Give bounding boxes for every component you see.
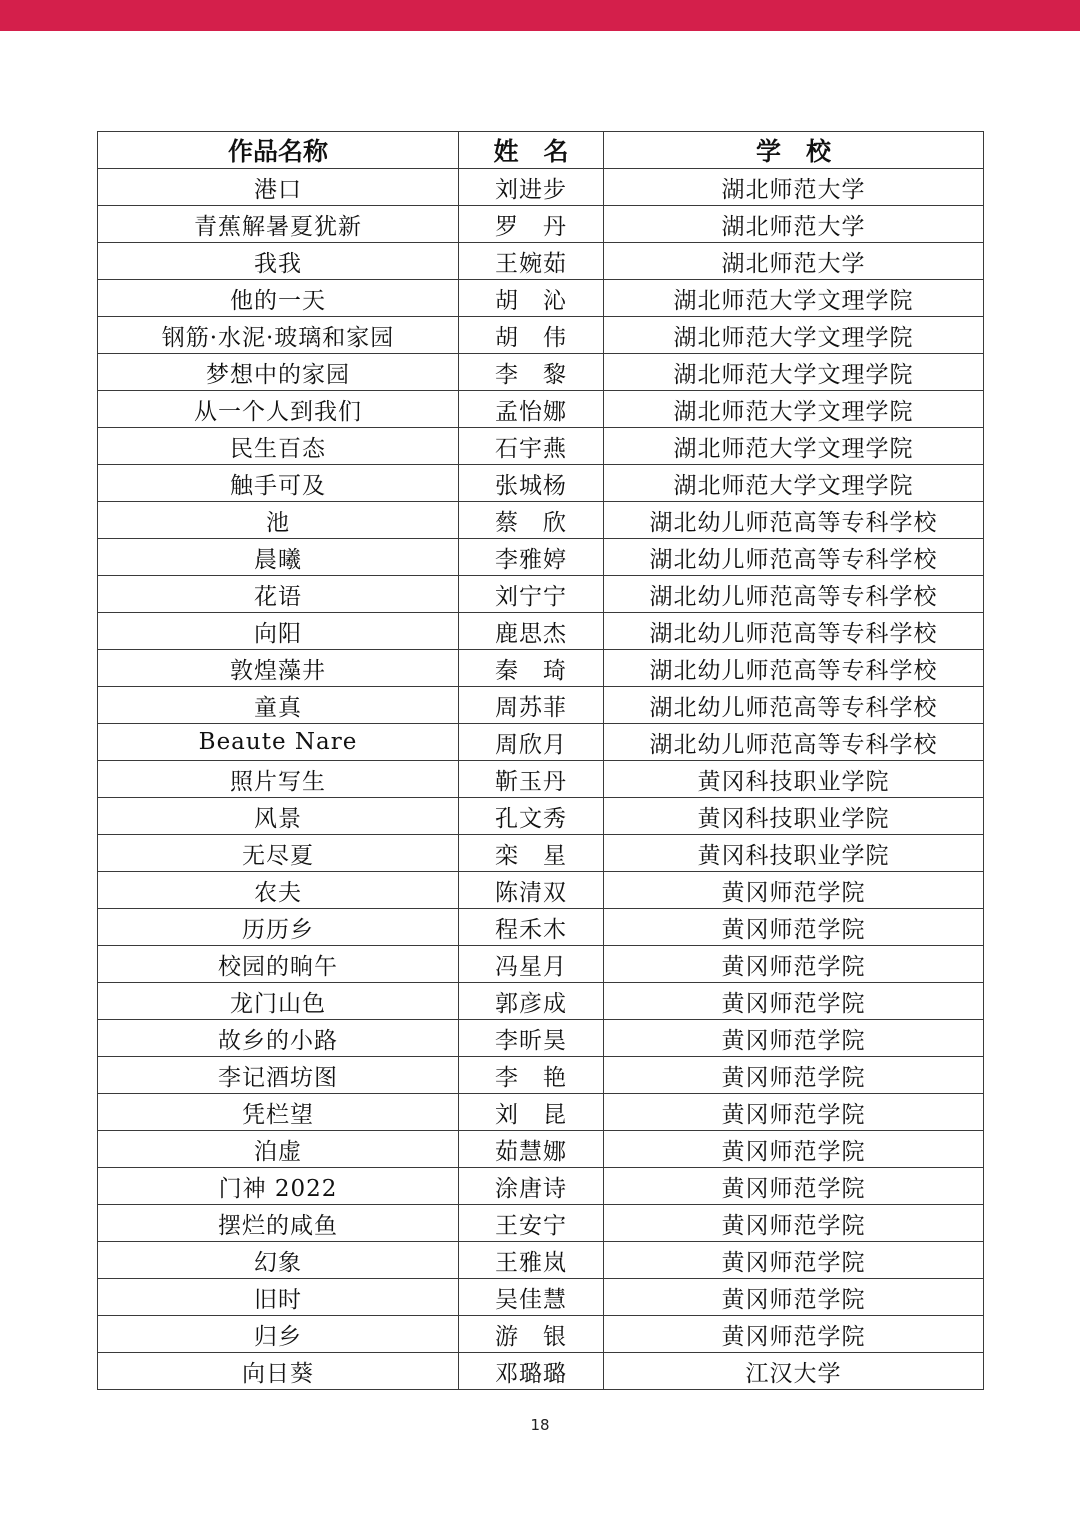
cell-work-title: 触手可及 — [98, 465, 459, 502]
cell-name: 蔡 欣 — [459, 502, 604, 539]
table-row — [98, 798, 984, 835]
cell-work-title: 风景 — [98, 798, 459, 835]
cell-work-title: 青蕉解暑夏犹新 — [98, 206, 459, 243]
cell-work-title: 花语 — [98, 576, 459, 613]
table-row — [98, 465, 984, 502]
cell-work-title: 李记酒坊图 — [98, 1057, 459, 1094]
cell-school: 湖北师范大学 — [604, 243, 984, 280]
cell-name: 陈清双 — [459, 872, 604, 909]
cell-name: 张城杨 — [459, 465, 604, 502]
cell-name: 刘 昆 — [459, 1094, 604, 1131]
award-list-table-container — [97, 131, 983, 1390]
cell-work-title: 校园的晌午 — [98, 946, 459, 983]
cell-work-title: 晨曦 — [98, 539, 459, 576]
table-row — [98, 687, 984, 724]
table-row — [98, 1242, 984, 1279]
cell-school: 湖北师范大学 — [604, 169, 984, 206]
cell-name: 胡 沁 — [459, 280, 604, 317]
header-name: 姓 名 — [459, 132, 604, 169]
cell-school: 黄冈师范学院 — [604, 1020, 984, 1057]
cell-school: 黄冈师范学院 — [604, 1205, 984, 1242]
cell-name: 秦 琦 — [459, 650, 604, 687]
cell-school: 黄冈师范学院 — [604, 1094, 984, 1131]
cell-work-title: 钢筋·水泥·玻璃和家园 — [98, 317, 459, 354]
cell-work-title: 民生百态 — [98, 428, 459, 465]
cell-school: 湖北幼儿师范高等专科学校 — [604, 576, 984, 613]
cell-name: 邓璐璐 — [459, 1353, 604, 1390]
table-row — [98, 872, 984, 909]
cell-name: 周苏菲 — [459, 687, 604, 724]
cell-school: 黄冈师范学院 — [604, 1279, 984, 1316]
cell-school: 湖北幼儿师范高等专科学校 — [604, 502, 984, 539]
cell-name: 罗 丹 — [459, 206, 604, 243]
cell-name: 靳玉丹 — [459, 761, 604, 798]
cell-work-title: 无尽夏 — [98, 835, 459, 872]
cell-school: 黄冈师范学院 — [604, 1242, 984, 1279]
cell-school: 黄冈师范学院 — [604, 1316, 984, 1353]
cell-work-title: 港口 — [98, 169, 459, 206]
cell-work-title: Beaute Nare — [98, 724, 459, 761]
cell-school: 黄冈师范学院 — [604, 872, 984, 909]
cell-work-title: 向日葵 — [98, 1353, 459, 1390]
table-row — [98, 909, 984, 946]
cell-school: 湖北师范大学文理学院 — [604, 428, 984, 465]
cell-work-title: 摆烂的咸鱼 — [98, 1205, 459, 1242]
cell-work-title: 池 — [98, 502, 459, 539]
page-number: 18 — [530, 1416, 550, 1434]
cell-work-title: 归乡 — [98, 1316, 459, 1353]
table-row — [98, 983, 984, 1020]
table-row — [98, 576, 984, 613]
cell-school: 黄冈师范学院 — [604, 1057, 984, 1094]
table-row — [98, 280, 984, 317]
cell-work-title: 从一个人到我们 — [98, 391, 459, 428]
cell-work-title: 照片写生 — [98, 761, 459, 798]
cell-work-title: 龙门山色 — [98, 983, 459, 1020]
cell-name: 李 艳 — [459, 1057, 604, 1094]
table-row — [98, 761, 984, 798]
cell-name: 王安宁 — [459, 1205, 604, 1242]
cell-name: 王婉茹 — [459, 243, 604, 280]
top-color-bar — [0, 0, 1080, 31]
cell-work-title: 梦想中的家园 — [98, 354, 459, 391]
cell-work-title: 向阳 — [98, 613, 459, 650]
cell-work-title: 农夫 — [98, 872, 459, 909]
cell-school: 湖北师范大学文理学院 — [604, 354, 984, 391]
table-row — [98, 946, 984, 983]
table-row — [98, 1205, 984, 1242]
cell-work-title: 泊虚 — [98, 1131, 459, 1168]
header-school: 学 校 — [604, 132, 984, 169]
cell-name: 孔文秀 — [459, 798, 604, 835]
table-row — [98, 835, 984, 872]
cell-school: 黄冈师范学院 — [604, 909, 984, 946]
table-row — [98, 539, 984, 576]
cell-name: 茹慧娜 — [459, 1131, 604, 1168]
table-row — [98, 1353, 984, 1390]
cell-school: 湖北幼儿师范高等专科学校 — [604, 539, 984, 576]
table-row — [98, 1057, 984, 1094]
cell-school: 黄冈科技职业学院 — [604, 835, 984, 872]
cell-school: 黄冈师范学院 — [604, 1131, 984, 1168]
cell-work-title: 我我 — [98, 243, 459, 280]
cell-name: 李昕昊 — [459, 1020, 604, 1057]
table-row — [98, 650, 984, 687]
cell-school: 黄冈师范学院 — [604, 983, 984, 1020]
cell-school: 湖北师范大学文理学院 — [604, 465, 984, 502]
table-row — [98, 1279, 984, 1316]
cell-name: 冯星月 — [459, 946, 604, 983]
cell-school: 黄冈师范学院 — [604, 946, 984, 983]
cell-work-title: 门神 2022 — [98, 1168, 459, 1205]
cell-work-title: 他的一天 — [98, 280, 459, 317]
table-header-row — [98, 132, 984, 169]
cell-name: 栾 星 — [459, 835, 604, 872]
cell-work-title: 故乡的小路 — [98, 1020, 459, 1057]
cell-work-title: 凭栏望 — [98, 1094, 459, 1131]
award-list-table — [97, 131, 984, 1390]
header-work-title: 作品名称 — [98, 132, 459, 169]
cell-name: 李雅婷 — [459, 539, 604, 576]
cell-name: 游 银 — [459, 1316, 604, 1353]
cell-name: 涂唐诗 — [459, 1168, 604, 1205]
table-row — [98, 724, 984, 761]
cell-school: 湖北幼儿师范高等专科学校 — [604, 724, 984, 761]
cell-school: 湖北幼儿师范高等专科学校 — [604, 687, 984, 724]
cell-name: 周欣月 — [459, 724, 604, 761]
table-row — [98, 1168, 984, 1205]
cell-name: 胡 伟 — [459, 317, 604, 354]
table-row — [98, 354, 984, 391]
table-row — [98, 169, 984, 206]
table-row — [98, 502, 984, 539]
cell-work-title: 敦煌藻井 — [98, 650, 459, 687]
table-row — [98, 613, 984, 650]
cell-school: 湖北幼儿师范高等专科学校 — [604, 613, 984, 650]
table-body — [98, 169, 984, 1390]
cell-name: 孟怡娜 — [459, 391, 604, 428]
cell-name: 刘宁宁 — [459, 576, 604, 613]
cell-school: 湖北师范大学 — [604, 206, 984, 243]
cell-name: 石宇燕 — [459, 428, 604, 465]
cell-name: 郭彦成 — [459, 983, 604, 1020]
table-row — [98, 1316, 984, 1353]
table-row — [98, 317, 984, 354]
table-row — [98, 391, 984, 428]
cell-name: 程禾木 — [459, 909, 604, 946]
cell-name: 刘进步 — [459, 169, 604, 206]
cell-school: 江汉大学 — [604, 1353, 984, 1390]
cell-work-title: 幻象 — [98, 1242, 459, 1279]
cell-school: 黄冈科技职业学院 — [604, 798, 984, 835]
cell-school: 黄冈科技职业学院 — [604, 761, 984, 798]
cell-name: 李 黎 — [459, 354, 604, 391]
table-row — [98, 1131, 984, 1168]
cell-work-title: 历历乡 — [98, 909, 459, 946]
table-row — [98, 1094, 984, 1131]
cell-name: 鹿思杰 — [459, 613, 604, 650]
table-row — [98, 206, 984, 243]
cell-name: 王雅岚 — [459, 1242, 604, 1279]
table-row — [98, 243, 984, 280]
cell-school: 黄冈师范学院 — [604, 1168, 984, 1205]
cell-school: 湖北师范大学文理学院 — [604, 280, 984, 317]
cell-school: 湖北师范大学文理学院 — [604, 391, 984, 428]
cell-name: 吴佳慧 — [459, 1279, 604, 1316]
table-row — [98, 428, 984, 465]
cell-work-title: 旧时 — [98, 1279, 459, 1316]
cell-school: 湖北幼儿师范高等专科学校 — [604, 650, 984, 687]
cell-school: 湖北师范大学文理学院 — [604, 317, 984, 354]
cell-work-title: 童真 — [98, 687, 459, 724]
table-row — [98, 1020, 984, 1057]
